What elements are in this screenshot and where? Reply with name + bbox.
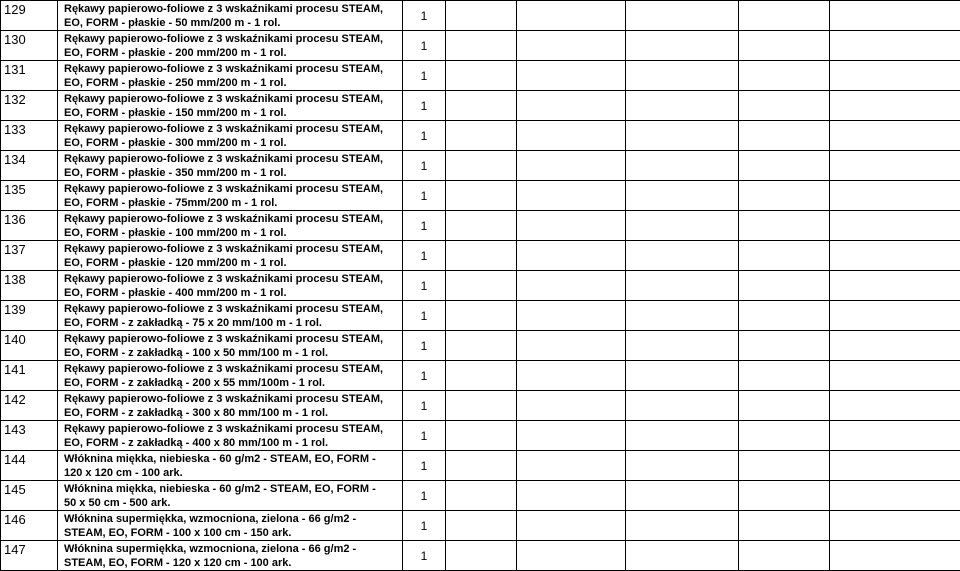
quantity-cell: 1: [403, 241, 446, 271]
row-number-cell: 146: [1, 511, 58, 541]
quantity-cell: 1: [403, 361, 446, 391]
empty-cell: [626, 31, 739, 61]
description-line-1: Rękawy papierowo-foliowe z 3 wskaźnikami procesu STEAM,: [64, 152, 402, 166]
empty-cell: [517, 301, 626, 331]
table-row: [1, 121, 960, 151]
quantity-cell: 1: [403, 91, 446, 121]
quantity-cell: 1: [403, 151, 446, 181]
empty-cell: [446, 211, 517, 241]
description-cell: [58, 541, 403, 571]
table-row: [1, 301, 960, 331]
quantity-cell: 1: [403, 541, 446, 571]
empty-cell: [830, 301, 960, 331]
description-line-1: Rękawy papierowo-foliowe z 3 wskaźnikami procesu STEAM,: [64, 212, 402, 226]
empty-cell: [739, 241, 830, 271]
empty-cell: [626, 241, 739, 271]
empty-cell: [830, 151, 960, 181]
empty-cell: [517, 211, 626, 241]
description-line-2: EO, FORM - z zakładką - 200 x 55 mm/100m - 1 rol.: [64, 376, 402, 390]
table-row: [1, 421, 960, 451]
quantity-cell: 1: [403, 421, 446, 451]
empty-cell: [830, 541, 960, 571]
row-number-cell: 132: [1, 91, 58, 121]
empty-cell: [739, 451, 830, 481]
table-row: [1, 181, 960, 211]
row-number-cell: 134: [1, 151, 58, 181]
description-line-2: EO, FORM - płaskie - 75mm/200 m - 1 rol.: [64, 196, 402, 210]
empty-cell: [446, 181, 517, 211]
items-table-body: [1, 1, 960, 571]
empty-cell: [626, 421, 739, 451]
empty-cell: [830, 181, 960, 211]
row-number-cell: 136: [1, 211, 58, 241]
description-cell: [58, 511, 403, 541]
description-line-1: Rękawy papierowo-foliowe z 3 wskaźnikami procesu STEAM,: [64, 122, 402, 136]
empty-cell: [739, 301, 830, 331]
description-cell: [58, 91, 403, 121]
description-cell: [58, 421, 403, 451]
empty-cell: [626, 301, 739, 331]
empty-cell: [446, 151, 517, 181]
description-line-1: Włóknina supermiękka, wzmocniona, zielona - 66 g/m2 -: [64, 512, 402, 526]
empty-cell: [626, 361, 739, 391]
quantity-cell: 1: [403, 1, 446, 31]
row-number-cell: 129: [1, 1, 58, 31]
empty-cell: [517, 31, 626, 61]
empty-cell: [446, 271, 517, 301]
quantity-cell: 1: [403, 211, 446, 241]
description-line-1: Rękawy papierowo-foliowe z 3 wskaźnikami procesu STEAM,: [64, 32, 402, 46]
description-cell: [58, 331, 403, 361]
description-line-1: Włóknina supermiękka, wzmocniona, zielona - 66 g/m2 -: [64, 542, 402, 556]
description-line-2: 120 x 120 cm - 100 ark.: [64, 466, 402, 480]
empty-cell: [517, 151, 626, 181]
row-number-cell: 140: [1, 331, 58, 361]
empty-cell: [739, 121, 830, 151]
description-line-1: Włóknina miękka, niebieska - 60 g/m2 - STEAM, EO, FORM -: [64, 482, 402, 496]
empty-cell: [739, 421, 830, 451]
table-row: [1, 241, 960, 271]
table-row: [1, 331, 960, 361]
empty-cell: [626, 541, 739, 571]
description-line-1: Rękawy papierowo-foliowe z 3 wskaźnikami procesu STEAM,: [64, 182, 402, 196]
empty-cell: [739, 511, 830, 541]
empty-cell: [739, 361, 830, 391]
empty-cell: [517, 481, 626, 511]
empty-cell: [517, 61, 626, 91]
description-line-1: Rękawy papierowo-foliowe z 3 wskaźnikami procesu STEAM,: [64, 272, 402, 286]
description-cell: [58, 121, 403, 151]
empty-cell: [446, 541, 517, 571]
empty-cell: [446, 511, 517, 541]
row-number-cell: 142: [1, 391, 58, 421]
description-cell: [58, 391, 403, 421]
description-line-2: EO, FORM - płaskie - 250 mm/200 m - 1 rol.: [64, 76, 402, 90]
quantity-cell: 1: [403, 301, 446, 331]
empty-cell: [626, 211, 739, 241]
empty-cell: [446, 481, 517, 511]
description-line-2: STEAM, EO, FORM - 100 x 100 cm - 150 ark.: [64, 526, 402, 540]
description-line-2: EO, FORM - z zakładką - 100 x 50 mm/100 m - 1 rol.: [64, 346, 402, 360]
empty-cell: [446, 391, 517, 421]
quantity-cell: 1: [403, 331, 446, 361]
table-row: [1, 391, 960, 421]
empty-cell: [626, 511, 739, 541]
table-row: [1, 451, 960, 481]
empty-cell: [830, 271, 960, 301]
description-cell: [58, 211, 403, 241]
quantity-cell: 1: [403, 121, 446, 151]
description-line-2: EO, FORM - z zakładką - 300 x 80 mm/100 m - 1 rol.: [64, 406, 402, 420]
table-row: [1, 61, 960, 91]
description-cell: [58, 181, 403, 211]
description-line-2: EO, FORM - płaskie - 300 mm/200 m - 1 rol.: [64, 136, 402, 150]
quantity-cell: 1: [403, 181, 446, 211]
row-number-cell: 130: [1, 31, 58, 61]
empty-cell: [739, 331, 830, 361]
description-line-1: Rękawy papierowo-foliowe z 3 wskaźnikami procesu STEAM,: [64, 392, 402, 406]
empty-cell: [830, 241, 960, 271]
empty-cell: [830, 61, 960, 91]
empty-cell: [739, 391, 830, 421]
table-row: [1, 31, 960, 61]
empty-cell: [626, 331, 739, 361]
empty-cell: [517, 541, 626, 571]
empty-cell: [626, 451, 739, 481]
empty-cell: [830, 31, 960, 61]
description-cell: [58, 361, 403, 391]
quantity-cell: 1: [403, 31, 446, 61]
table-row: [1, 271, 960, 301]
description-line-1: Rękawy papierowo-foliowe z 3 wskaźnikami procesu STEAM,: [64, 422, 402, 436]
row-number-cell: 133: [1, 121, 58, 151]
empty-cell: [446, 1, 517, 31]
row-number-cell: 139: [1, 301, 58, 331]
empty-cell: [739, 1, 830, 31]
row-number-cell: 138: [1, 271, 58, 301]
empty-cell: [626, 481, 739, 511]
description-line-2: EO, FORM - płaskie - 120 mm/200 m - 1 rol.: [64, 256, 402, 270]
description-line-1: Rękawy papierowo-foliowe z 3 wskaźnikami procesu STEAM,: [64, 242, 402, 256]
empty-cell: [517, 121, 626, 151]
description-line-2: 50 x 50 cm - 500 ark.: [64, 496, 402, 510]
empty-cell: [626, 271, 739, 301]
description-line-2: EO, FORM - z zakładką - 400 x 80 mm/100 m - 1 rol.: [64, 436, 402, 450]
empty-cell: [739, 91, 830, 121]
description-line-2: EO, FORM - płaskie - 200 mm/200 m - 1 rol.: [64, 46, 402, 60]
empty-cell: [830, 121, 960, 151]
description-line-2: EO, FORM - płaskie - 100 mm/200 m - 1 rol.: [64, 226, 402, 240]
table-row: [1, 541, 960, 571]
description-cell: [58, 481, 403, 511]
description-cell: [58, 151, 403, 181]
empty-cell: [739, 61, 830, 91]
empty-cell: [446, 331, 517, 361]
empty-cell: [517, 361, 626, 391]
empty-cell: [830, 1, 960, 31]
empty-cell: [517, 241, 626, 271]
row-number-cell: 145: [1, 481, 58, 511]
description-cell: [58, 241, 403, 271]
description-line-2: EO, FORM - płaskie - 350 mm/200 m - 1 rol.: [64, 166, 402, 180]
quantity-cell: 1: [403, 391, 446, 421]
description-cell: [58, 451, 403, 481]
row-number-cell: 135: [1, 181, 58, 211]
empty-cell: [517, 91, 626, 121]
empty-cell: [626, 181, 739, 211]
empty-cell: [739, 151, 830, 181]
description-line-1: Włóknina miękka, niebieska - 60 g/m2 - STEAM, EO, FORM -: [64, 452, 402, 466]
empty-cell: [517, 181, 626, 211]
empty-cell: [517, 391, 626, 421]
empty-cell: [830, 331, 960, 361]
row-number-cell: 147: [1, 541, 58, 571]
empty-cell: [830, 91, 960, 121]
empty-cell: [739, 481, 830, 511]
description-line-2: EO, FORM - płaskie - 50 mm/200 m - 1 rol.: [64, 16, 402, 30]
table-row: [1, 151, 960, 181]
table-row: [1, 481, 960, 511]
description-line-2: EO, FORM - płaskie - 150 mm/200 m - 1 rol.: [64, 106, 402, 120]
empty-cell: [739, 211, 830, 241]
description-line-1: Rękawy papierowo-foliowe z 3 wskaźnikami procesu STEAM,: [64, 2, 402, 16]
quantity-cell: 1: [403, 271, 446, 301]
empty-cell: [626, 61, 739, 91]
empty-cell: [830, 421, 960, 451]
empty-cell: [446, 241, 517, 271]
empty-cell: [446, 31, 517, 61]
empty-cell: [739, 181, 830, 211]
row-number-cell: 143: [1, 421, 58, 451]
quantity-cell: 1: [403, 481, 446, 511]
quantity-cell: 1: [403, 511, 446, 541]
table-row: [1, 1, 960, 31]
empty-cell: [830, 451, 960, 481]
empty-cell: [626, 391, 739, 421]
row-number-cell: 131: [1, 61, 58, 91]
description-line-1: Rękawy papierowo-foliowe z 3 wskaźnikami procesu STEAM,: [64, 302, 402, 316]
description-line-2: EO, FORM - płaskie - 400 mm/200 m - 1 rol.: [64, 286, 402, 300]
empty-cell: [739, 31, 830, 61]
table-row: [1, 91, 960, 121]
table-row: [1, 361, 960, 391]
row-number-cell: 137: [1, 241, 58, 271]
empty-cell: [626, 121, 739, 151]
empty-cell: [626, 1, 739, 31]
empty-cell: [517, 271, 626, 301]
empty-cell: [830, 211, 960, 241]
empty-cell: [446, 301, 517, 331]
empty-cell: [830, 511, 960, 541]
description-line-1: Rękawy papierowo-foliowe z 3 wskaźnikami procesu STEAM,: [64, 362, 402, 376]
empty-cell: [739, 541, 830, 571]
description-cell: [58, 271, 403, 301]
description-cell: [58, 31, 403, 61]
row-number-cell: 144: [1, 451, 58, 481]
empty-cell: [446, 61, 517, 91]
empty-cell: [517, 331, 626, 361]
table-row: [1, 511, 960, 541]
empty-cell: [446, 121, 517, 151]
description-line-2: STEAM, EO, FORM - 120 x 120 cm - 100 ark.: [64, 556, 402, 570]
table-row: [1, 211, 960, 241]
empty-cell: [830, 481, 960, 511]
empty-cell: [517, 451, 626, 481]
empty-cell: [626, 151, 739, 181]
empty-cell: [626, 91, 739, 121]
empty-cell: [739, 271, 830, 301]
empty-cell: [517, 511, 626, 541]
description-cell: [58, 301, 403, 331]
quantity-cell: 1: [403, 451, 446, 481]
row-number-cell: 141: [1, 361, 58, 391]
empty-cell: [830, 361, 960, 391]
empty-cell: [517, 421, 626, 451]
description-line-1: Rękawy papierowo-foliowe z 3 wskaźnikami procesu STEAM,: [64, 62, 402, 76]
quantity-cell: 1: [403, 61, 446, 91]
empty-cell: [830, 391, 960, 421]
description-cell: [58, 1, 403, 31]
empty-cell: [446, 421, 517, 451]
description-line-1: Rękawy papierowo-foliowe z 3 wskaźnikami procesu STEAM,: [64, 332, 402, 346]
description-cell: [58, 61, 403, 91]
description-line-1: Rękawy papierowo-foliowe z 3 wskaźnikami procesu STEAM,: [64, 92, 402, 106]
empty-cell: [517, 1, 626, 31]
empty-cell: [446, 361, 517, 391]
empty-cell: [446, 451, 517, 481]
empty-cell: [446, 91, 517, 121]
description-line-2: EO, FORM - z zakładką - 75 x 20 mm/100 m - 1 rol.: [64, 316, 402, 330]
